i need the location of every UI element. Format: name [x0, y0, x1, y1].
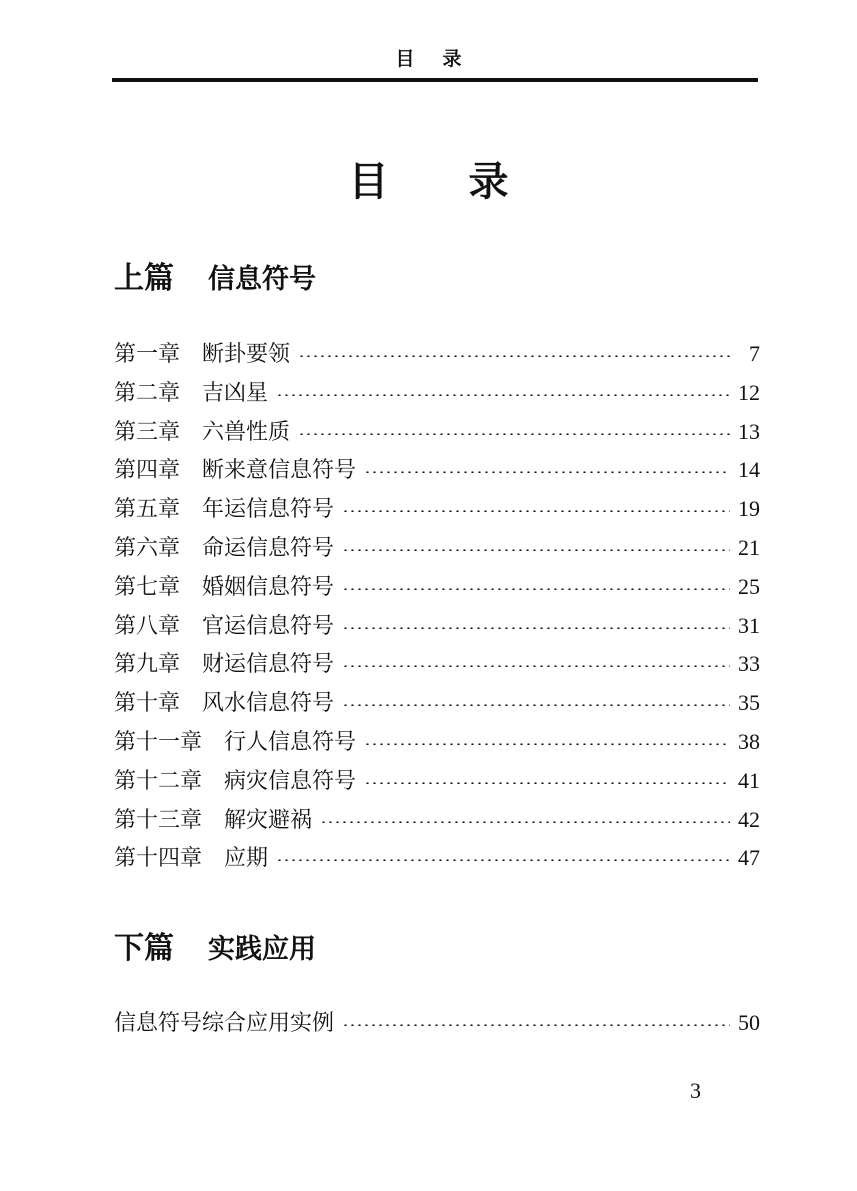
dot-leader [342, 549, 730, 551]
dot-leader [364, 743, 730, 745]
toc-entry-title: 行人信息符号 [224, 730, 357, 755]
toc-entry-page: 33 [738, 651, 760, 677]
toc-entry[interactable] [114, 1008, 760, 1038]
dot-leader [342, 588, 730, 590]
dot-leader [276, 859, 730, 861]
toc-entry[interactable] [114, 649, 760, 679]
dot-leader [342, 510, 730, 512]
toc-entry-title: 断卦要领 [202, 342, 291, 367]
part-heading-lower [114, 923, 316, 967]
part-label: 下篇 [114, 931, 174, 966]
toc-entry[interactable] [114, 572, 760, 602]
toc-entry-title: 婚姻信息符号 [202, 574, 335, 600]
page-number: 3 [690, 1078, 701, 1103]
toc-entry[interactable] [114, 339, 760, 369]
toc-entry-chapter: 第十一章 [114, 730, 203, 755]
toc-entry-title: 风水信息符号 [202, 691, 335, 717]
header-rule [112, 78, 758, 82]
toc-entry-page: 13 [738, 418, 760, 444]
toc-entry[interactable] [114, 455, 760, 485]
toc-entry[interactable] [114, 494, 760, 524]
part-heading-upper [114, 253, 316, 297]
running-head-char: 录 [442, 48, 462, 70]
toc-entry-page: 12 [738, 379, 760, 405]
toc-entry[interactable] [114, 417, 760, 447]
toc-entry-page: 14 [738, 457, 760, 483]
page-title [0, 150, 857, 207]
part-title: 实践应用 [208, 934, 316, 965]
toc-entry-title: 应期 [224, 846, 269, 872]
toc-entry-page: 47 [738, 845, 760, 871]
toc-entry-chapter: 第九章 [114, 652, 181, 678]
toc-entry-page: 41 [738, 767, 760, 793]
toc-entry-title: 年运信息符号 [202, 497, 335, 523]
toc-entry-page: 7 [749, 341, 760, 366]
toc-entry-chapter: 第十四章 [114, 846, 203, 872]
dot-leader [342, 704, 730, 706]
toc-entry-chapter: 第七章 [114, 574, 181, 600]
toc-entry-chapter: 第四章 [114, 458, 181, 484]
toc-entry-page: 25 [738, 573, 760, 599]
dot-leader [298, 355, 730, 357]
dot-leader [320, 821, 730, 823]
toc-entry-title: 吉凶星 [202, 380, 269, 406]
toc-entry-title: 断来意信息符号 [202, 458, 357, 484]
toc-entry-title: 官运信息符号 [202, 613, 335, 639]
toc-entry-page: 42 [738, 806, 760, 832]
dot-leader [342, 1024, 730, 1026]
page-title-char: 目 [348, 159, 389, 205]
toc-entry-page: 38 [738, 729, 760, 754]
dot-leader [298, 433, 730, 435]
dot-leader [342, 665, 730, 667]
toc-entry-chapter: 第十三章 [114, 807, 203, 833]
part-title: 信息符号 [208, 264, 316, 295]
toc-entry-chapter: 第六章 [114, 536, 181, 561]
dot-leader [276, 394, 730, 396]
toc-entry-page: 21 [738, 535, 760, 560]
dot-leader [364, 782, 730, 784]
toc-entry-chapter: 第二章 [114, 380, 181, 406]
toc-entry[interactable] [114, 378, 760, 408]
toc-entry[interactable] [114, 688, 760, 718]
toc-entry-chapter: 第一章 [114, 342, 181, 367]
toc-entry[interactable] [114, 727, 760, 757]
toc-entry[interactable] [114, 843, 760, 873]
dot-leader [342, 627, 730, 629]
page-title-char: 录 [468, 159, 509, 205]
toc-entry-title: 六兽性质 [202, 419, 291, 445]
toc-entry[interactable] [114, 805, 760, 835]
dot-leader [364, 471, 730, 473]
toc-entry-page: 31 [738, 612, 760, 638]
toc-entry[interactable] [114, 611, 760, 641]
toc-entry-title: 解灾避祸 [224, 807, 313, 833]
toc-entry-chapter: 第八章 [114, 613, 181, 639]
toc-entry-chapter: 第五章 [114, 497, 181, 523]
toc-entry-chapter: 第三章 [114, 419, 181, 445]
toc-entry-page: 50 [738, 1010, 760, 1035]
toc-entry-title: 病灾信息符号 [224, 768, 357, 794]
toc-entry-chapter: 第十二章 [114, 768, 203, 794]
toc-entry-title: 命运信息符号 [202, 536, 335, 561]
toc-entry-chapter: 第十章 [114, 691, 181, 717]
toc-entry-title: 信息符号综合应用实例 [114, 1011, 335, 1036]
toc-entry[interactable] [114, 766, 760, 796]
running-head-char: 目 [395, 48, 415, 70]
part-label: 上篇 [114, 261, 174, 296]
toc-entry-page: 35 [738, 690, 760, 716]
toc-entry[interactable] [114, 533, 760, 563]
toc-entry-page: 19 [738, 496, 760, 522]
toc-entry-title: 财运信息符号 [202, 652, 335, 678]
running-head [0, 44, 857, 71]
